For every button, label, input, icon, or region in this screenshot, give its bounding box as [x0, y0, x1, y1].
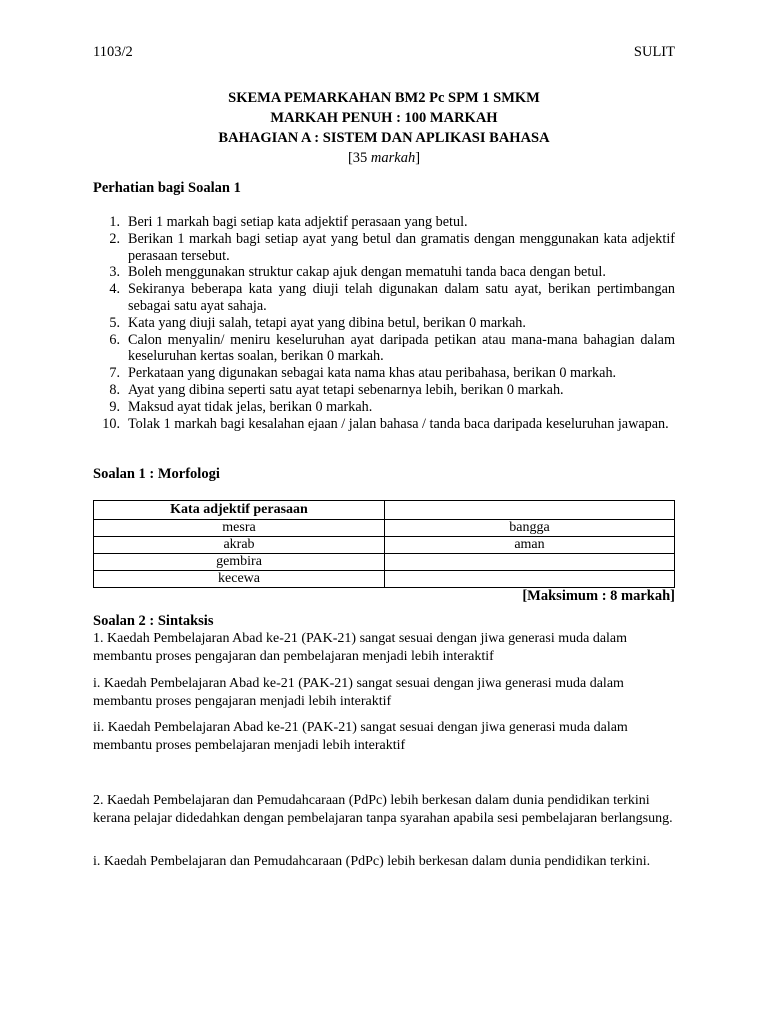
table-cell: bangga	[385, 520, 675, 537]
list-item	[93, 382, 675, 399]
item-text: Tolak 1 markah bagi kesalahan ejaan / jalan bahasa / tanda baca daripada keseluruhan jawapan.	[128, 415, 669, 432]
page-header	[93, 44, 675, 61]
table-cell: mesra	[94, 520, 385, 537]
table-cell: kecewa	[94, 571, 385, 588]
classification-label: SULIT	[633, 44, 675, 60]
list-item	[93, 315, 675, 332]
list-item	[93, 214, 675, 231]
morfologi-table	[93, 500, 675, 588]
item-number: 5.	[109, 314, 120, 331]
title-line-2: MARKAH PENUH : 100 MARKAH	[270, 110, 498, 126]
table-row	[94, 554, 675, 571]
total-marks	[93, 148, 675, 168]
list-item	[93, 365, 675, 382]
marks-open: [35	[347, 150, 371, 166]
table-cell	[385, 554, 675, 571]
item-text: Beri 1 markah bagi setiap kata adjektif perasaan yang betul.	[128, 214, 468, 230]
marks-close: ]	[415, 150, 421, 166]
table-cell	[385, 571, 675, 588]
item-text: Ayat yang dibina seperti satu ayat tetapi sebenarnya lebih, berikan 0 markah.	[128, 381, 564, 398]
document-title	[93, 88, 675, 168]
table-row	[94, 520, 675, 537]
item-number: 9.	[109, 398, 120, 415]
item-text: Boleh menggunakan struktur cakap ajuk dengan mematuhi tanda baca dengan betul.	[128, 264, 606, 281]
soalan2-heading: Soalan 2 : Sintaksis	[93, 613, 214, 629]
item-number: 3.	[109, 264, 120, 281]
item-number: 7.	[109, 365, 120, 382]
answer-paragraph: 2. Kaedah Pembelajaran dan Pemudahcaraan (PdPc) lebih berkesan dalam dunia pendidikan terkini kerana pelajar didedahkan dengan pembelajaran tanpa syarahan apabila sesi pembelajaran berlangsung.	[93, 793, 673, 826]
list-item	[93, 399, 675, 416]
item-text: Maksud ayat tidak jelas, berikan 0 markah.	[128, 398, 373, 415]
title-line-1: SKEMA PEMARKAHAN BM2 Pc SPM 1 SMKM	[228, 90, 540, 106]
answer-paragraph: ii. Kaedah Pembelajaran Abad ke-21 (PAK-21) sangat sesuai dengan jiwa generasi muda dalam membantu proses pembelajaran menjadi lebih interaktif	[93, 720, 628, 753]
item-text: Sekiranya beberapa kata yang diuji telah digunakan dalam satu ayat, berikan pertimbangan sebagai satu ayat sahaja.	[128, 281, 675, 314]
table-cell: gembira	[94, 554, 385, 571]
list-item	[93, 264, 675, 281]
maksimum-marks: [Maksimum : 8 markah]	[522, 588, 675, 604]
answer-paragraph: i. Kaedah Pembelajaran dan Pemudahcaraan (PdPc) lebih berkesan dalam dunia pendidikan terkini.	[93, 854, 651, 869]
item-number: 4.	[109, 281, 120, 298]
title-line-3: BAHAGIAN A : SISTEM DAN APLIKASI BAHASA	[218, 130, 550, 146]
list-item	[93, 281, 675, 315]
answer-paragraph: 1. Kaedah Pembelajaran Abad ke-21 (PAK-21) sangat sesuai dengan jiwa generasi muda dalam membantu proses pengajaran dan pembelajaran menjadi lebih interaktif	[93, 631, 628, 664]
table-header-cell: Kata adjektif perasaan	[94, 501, 385, 520]
table-header-row	[94, 501, 675, 520]
item-number: 10.	[102, 415, 120, 432]
soalan1-heading: Soalan 1 : Morfologi	[93, 466, 220, 482]
item-text: Kata yang diuji salah, tetapi ayat yang dibina betul, berikan 0 markah.	[128, 314, 526, 331]
marks-word: markah	[370, 150, 416, 166]
table-row	[94, 571, 675, 588]
answer-paragraph: i. Kaedah Pembelajaran Abad ke-21 (PAK-21) sangat sesuai dengan jiwa generasi muda dalam membantu proses pengajaran menjadi lebih interaktif	[93, 676, 624, 709]
item-number: 6.	[109, 331, 120, 348]
perhatian-heading: Perhatian bagi Soalan 1	[93, 180, 241, 196]
item-number: 1.	[109, 214, 120, 230]
table-header-cell	[385, 501, 675, 520]
table-cell: akrab	[94, 537, 385, 554]
item-text: Berikan 1 markah bagi setiap ayat yang betul dan gramatis dengan menggunakan kata adjektif perasaan tersebut.	[128, 230, 675, 264]
table-row	[94, 537, 675, 554]
marking-rules-list	[93, 214, 675, 432]
item-text: Calon menyalin/ meniru keseluruhan ayat daripada petikan atau mana-mana bahagian dalam keseluruhan kertas soalan, berikan 0 markah.	[128, 331, 675, 365]
list-item	[93, 332, 675, 366]
item-number: 2.	[109, 230, 120, 247]
list-item	[93, 416, 675, 433]
paper-code: 1103/2	[93, 44, 133, 60]
table-cell: aman	[385, 537, 675, 554]
list-item	[93, 231, 675, 265]
item-number: 8.	[109, 381, 120, 398]
item-text: Perkataan yang digunakan sebagai kata nama khas atau peribahasa, berikan 0 markah.	[128, 365, 617, 382]
